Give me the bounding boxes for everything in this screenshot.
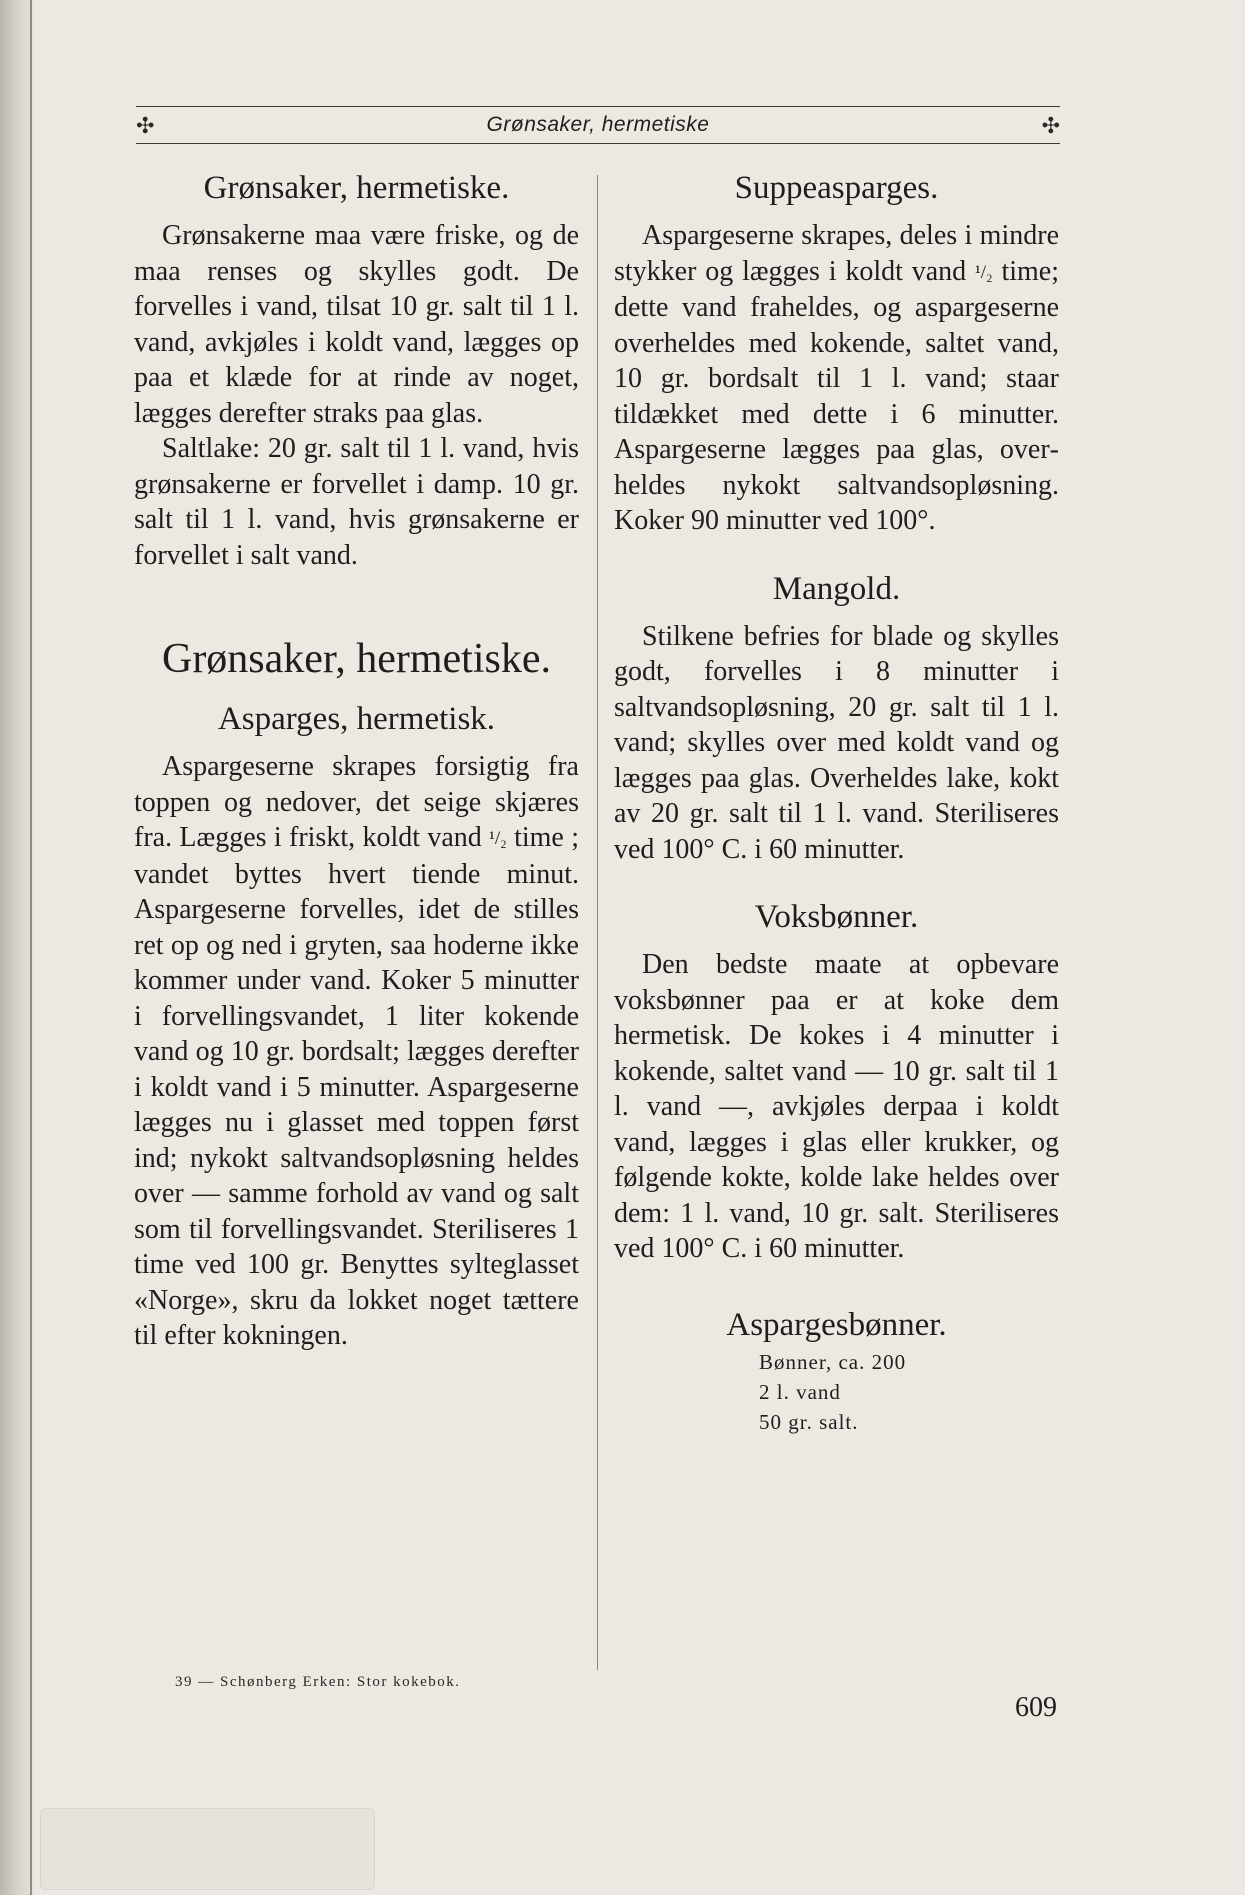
section-main-heading: Grønsaker, hermetiske. <box>161 636 551 682</box>
page-number: 609 <box>1015 1692 1057 1723</box>
paragraph <box>614 218 1059 539</box>
recipe-heading: Aspargesbønner. <box>726 1306 947 1343</box>
binding-edge <box>30 0 32 1895</box>
ingredient-item: 50 gr. salt. <box>759 1409 859 1434</box>
fraction: ¹/₂ <box>975 261 993 283</box>
ornament-icon: ✣ <box>1041 113 1060 138</box>
running-head-title: Grønsaker, hermetiske <box>486 113 710 136</box>
ingredient-item: 2 l. vand <box>759 1379 841 1404</box>
text-run: Aspargeserne skrapes, deles i mindre stykker og lægges i koldt vand <box>614 220 1059 287</box>
recipe-heading: Mangold. <box>772 570 901 607</box>
right-column <box>614 166 1059 1437</box>
book-binding-shadow <box>0 0 34 1895</box>
left-column <box>134 166 579 1354</box>
ingredient-item: Bønner, ca. 200 <box>759 1349 907 1374</box>
recipe-heading: Asparges, hermetisk. <box>217 701 496 737</box>
paragraph: Saltlake: 20 gr. salt til 1 l. vand, hvis grønsakerne er forvellet i damp. 10 gr. salt til 1 l. vand, hvis grønsakerne er forvellet i salt vand. <box>134 433 579 571</box>
paragraph: Stilkene befries for blade og skylles godt, forvelles i 8 minutter i saltvandsopløsning, 20 gr. salt til 1 l. vand; skylles over med koldt vand og lægges paa glas. Overheldes lake, kokt av 20 gr. salt til 1 l. vand. Steriliseres ved 100° C. i 60 minutter. <box>614 620 1059 865</box>
text-run: Aspargeserne skrapes forsigtig fra toppen og nedover, det seige skjæres fra. Lægges i friskt, koldt vand <box>134 751 579 853</box>
paragraph <box>134 749 579 1354</box>
paper-mark <box>40 1808 375 1890</box>
section-heading: Grønsaker, hermetiske. <box>203 170 510 206</box>
column-divider <box>597 175 598 1670</box>
recipe-heading: Suppeasparges. <box>734 170 939 206</box>
ornament-icon: ✣ <box>136 113 155 138</box>
text-run: time; dette vand fraheldes, og aspargeserne overheldes med kokende, saltet vand, 10 gr. bordsalt til 1 l. vand; staar tildækket med dette i 6 minutter. Aspargeserne lægges paa glas, overheldes nykokt saltvandsopløsning. Koker 90 minutter ved 100°. <box>614 255 1059 536</box>
running-head <box>136 106 1060 144</box>
text-run: time ; vandet byttes hvert tiende minut. Aspargeserne forvelles, idet de stilles ret op og ned i gryten, saa hoderne ikke kommer under vand. Koker 5 minutter i forvellingsvandet, 1 liter kokende vand og 10 gr. bordsalt; lægges derefter i koldt vand i 5 minutter. Aspargeserne lægges nu i glasset med toppen først ind; nykokt saltvandsopløsning heldes over — samme forhold av vand og salt som til forvellingsvandet. Steriliseres 1 time ved 100 gr. Benyttes sylteglasset «Norge», skru da lokket noget tættere til efter kokningen. <box>134 822 579 1351</box>
recipe-heading: Voksbønner. <box>754 899 919 935</box>
paragraph: Den bedste maate at opbevare voksbønner paa er at koke dem hermetisk. De kokes i 4 minutter i kokende, saltet vand — 10 gr. salt til 1 l. vand —, avkjøles derpaa i koldt vand, lægges i glas eller krukker, og følgende kokte, kolde lake heldes over dem: 1 l. vand, 10 gr. salt. Steriliseres ved 100° C. i 60 minutter. <box>614 949 1059 1264</box>
paragraph: Grønsakerne maa være friske, og de maa renses og skylles godt. De forvelles i vand, tilsat 10 gr. salt til 1 l. vand, avkjøles i koldt vand, lægges op paa et klæde for at rinde av noget, lægges derefter straks paa glas. <box>134 220 579 429</box>
ingredient-list <box>614 1347 1059 1437</box>
footnote: 39 — Schønberg Erken: Stor kokebok. <box>175 1674 461 1690</box>
fraction: ¹/₂ <box>489 828 507 849</box>
